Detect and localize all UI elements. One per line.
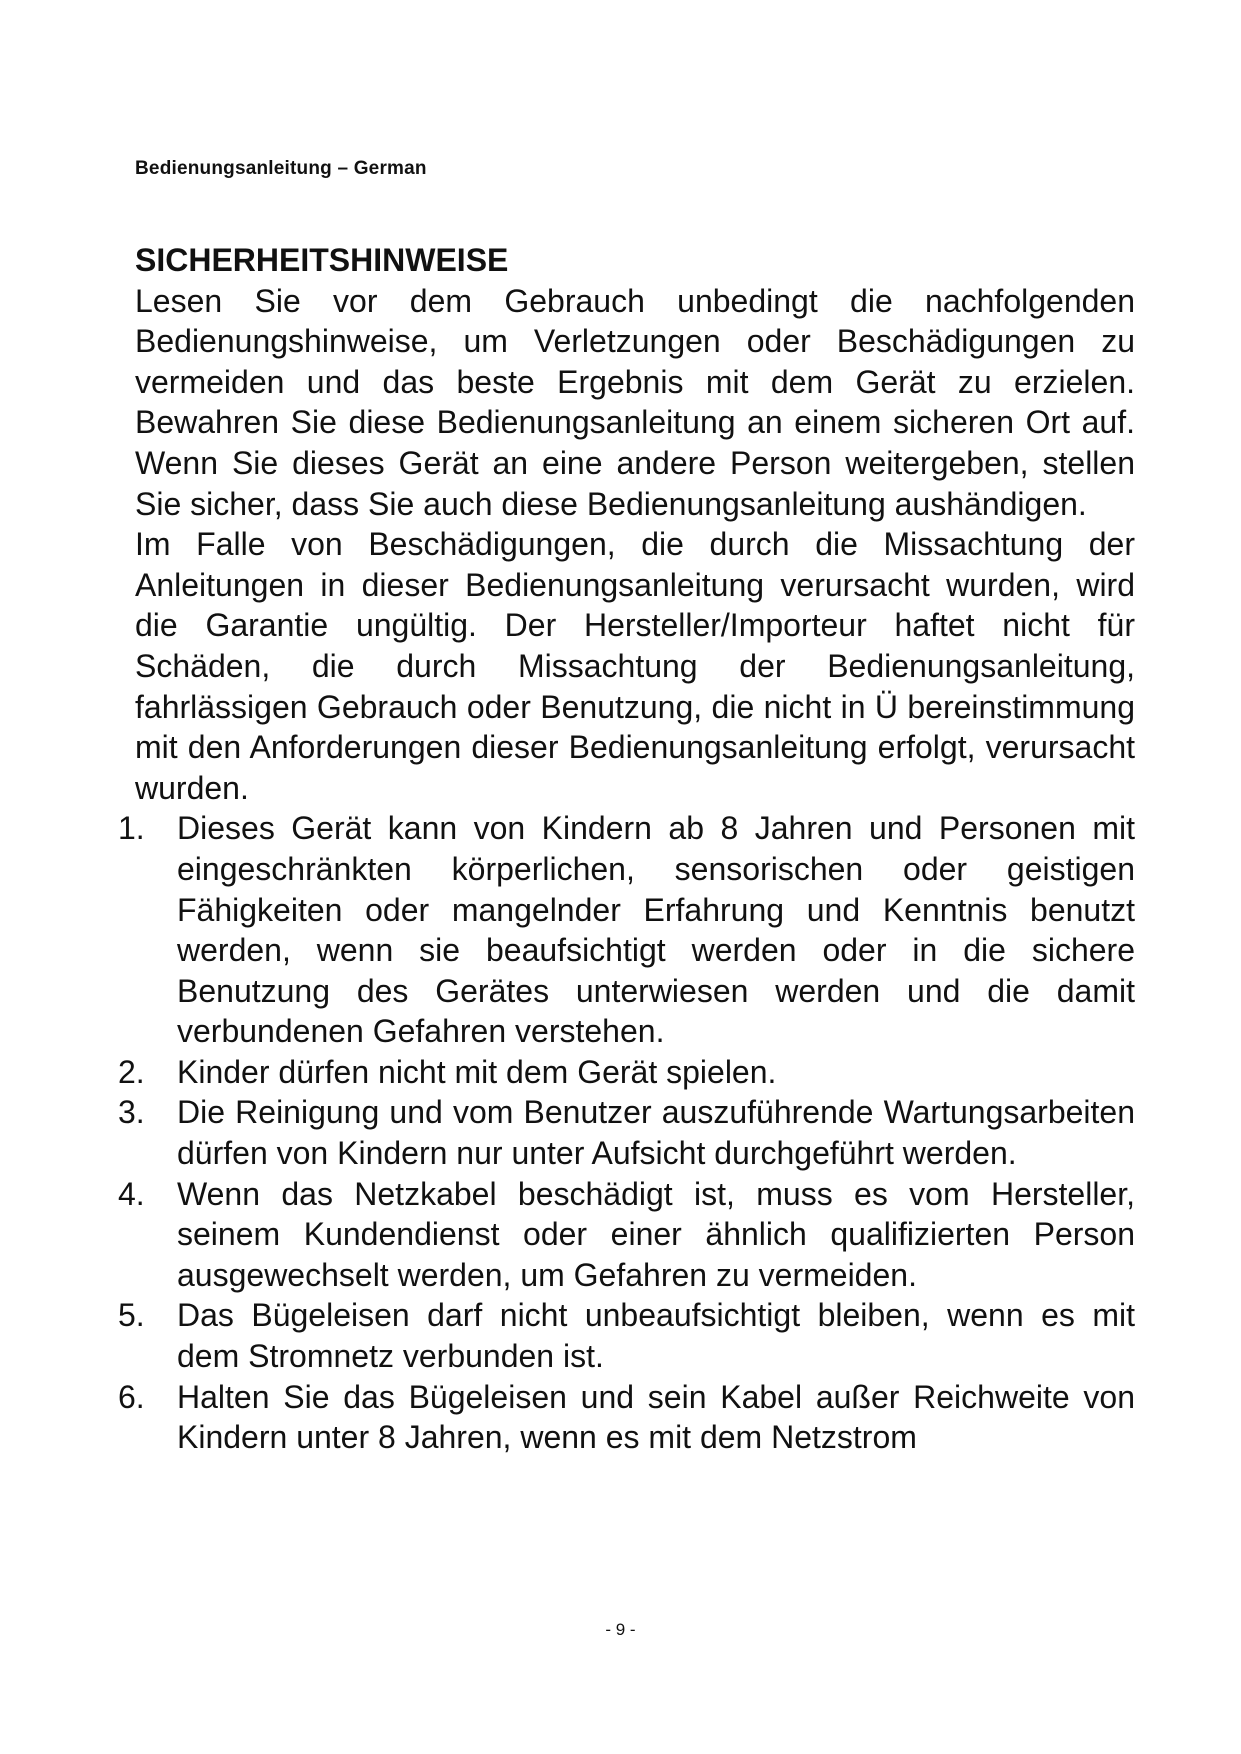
list-item [118,1295,1135,1376]
list-item-text: Die Reinigung und vom Benutzer auszuführende Wartungsarbeiten dürfen von Kindern nur unter Aufsicht durchgeführt werden. [177,1094,1135,1172]
list-item-text: Dieses Gerät kann von Kindern ab 8 Jahren und Personen mit eingeschränkten körperlichen, sensorischen oder geistigen Fähigkeiten oder mangelnder Erfahrung und Kenntnis benutzt werden, wenn sie beaufsichtigt werden oder in die sichere Benutzung des Gerätes unterwiesen werden und die damit verbundenen Gefahren verstehen. [177,810,1135,1050]
document-header: Bedienungsanleitung – German [135,158,427,179]
list-item-number: 5. [118,1297,145,1334]
list-item-number: 6. [118,1378,145,1415]
list-item-text: Halten Sie das Bügeleisen und sein Kabel außer Reichweite von Kindern unter 8 Jahren, wenn es mit dem Netzstrom [177,1378,1135,1456]
list-item-number: 4. [118,1175,145,1212]
warranty-paragraph: Im Falle von Beschädigungen, die durch die Missachtung der Anleitungen in dieser Bedienungsanleitung verursacht wurden, wird die Garantie ungültig. Der Hersteller/Importeur haftet nicht für Schäden, die durch Missachtung der Bedienungsanleitung, fahrlässigen Gebrauch oder Benutzung, die nicht in Ü bereinstimmung mit den Anforderungen dieser Bedienungsanleitung erfolgt, verursacht wurden. [135,526,1135,806]
list-item [118,1092,1135,1173]
list-item [118,808,1135,1052]
list-item [118,1377,1135,1458]
list-item-number: 3. [118,1094,145,1131]
list-item [118,1174,1135,1296]
list-item-number: 1. [118,810,145,847]
list-item-text: Kinder dürfen nicht mit dem Gerät spielen. [177,1053,777,1090]
list-item-text: Das Bügeleisen darf nicht unbeaufsichtigt bleiben, wenn es mit dem Stromnetz verbunden ist. [177,1297,1135,1375]
list-item-number: 2. [118,1053,145,1090]
document-body [118,240,1135,1458]
safety-list [118,808,1135,1458]
section-title: SICHERHEITSHINWEISE [135,242,509,278]
list-item-text: Wenn das Netzkabel beschädigt ist, muss es vom Hersteller, seinem Kundendienst oder einer ähnlich qualifizierten Person ausgewechselt werden, um Gefahren zu vermeiden. [177,1175,1135,1293]
intro-paragraph: Lesen Sie vor dem Gebrauch unbedingt die nachfolgenden Bedienungshinweise, um Verletzungen oder Beschädigungen zu vermeiden und das beste Ergebnis mit dem Gerät zu erzielen. Bewahren Sie diese Bedienungsanleitung an einem sicheren Ort auf. Wenn Sie dieses Gerät an eine andere Person weitergeben, stellen Sie sicher, dass Sie auch diese Bedienungsanleitung aushändigen. [135,282,1135,522]
list-item [118,1052,1135,1093]
page-number: - 9 - [605,1620,636,1639]
